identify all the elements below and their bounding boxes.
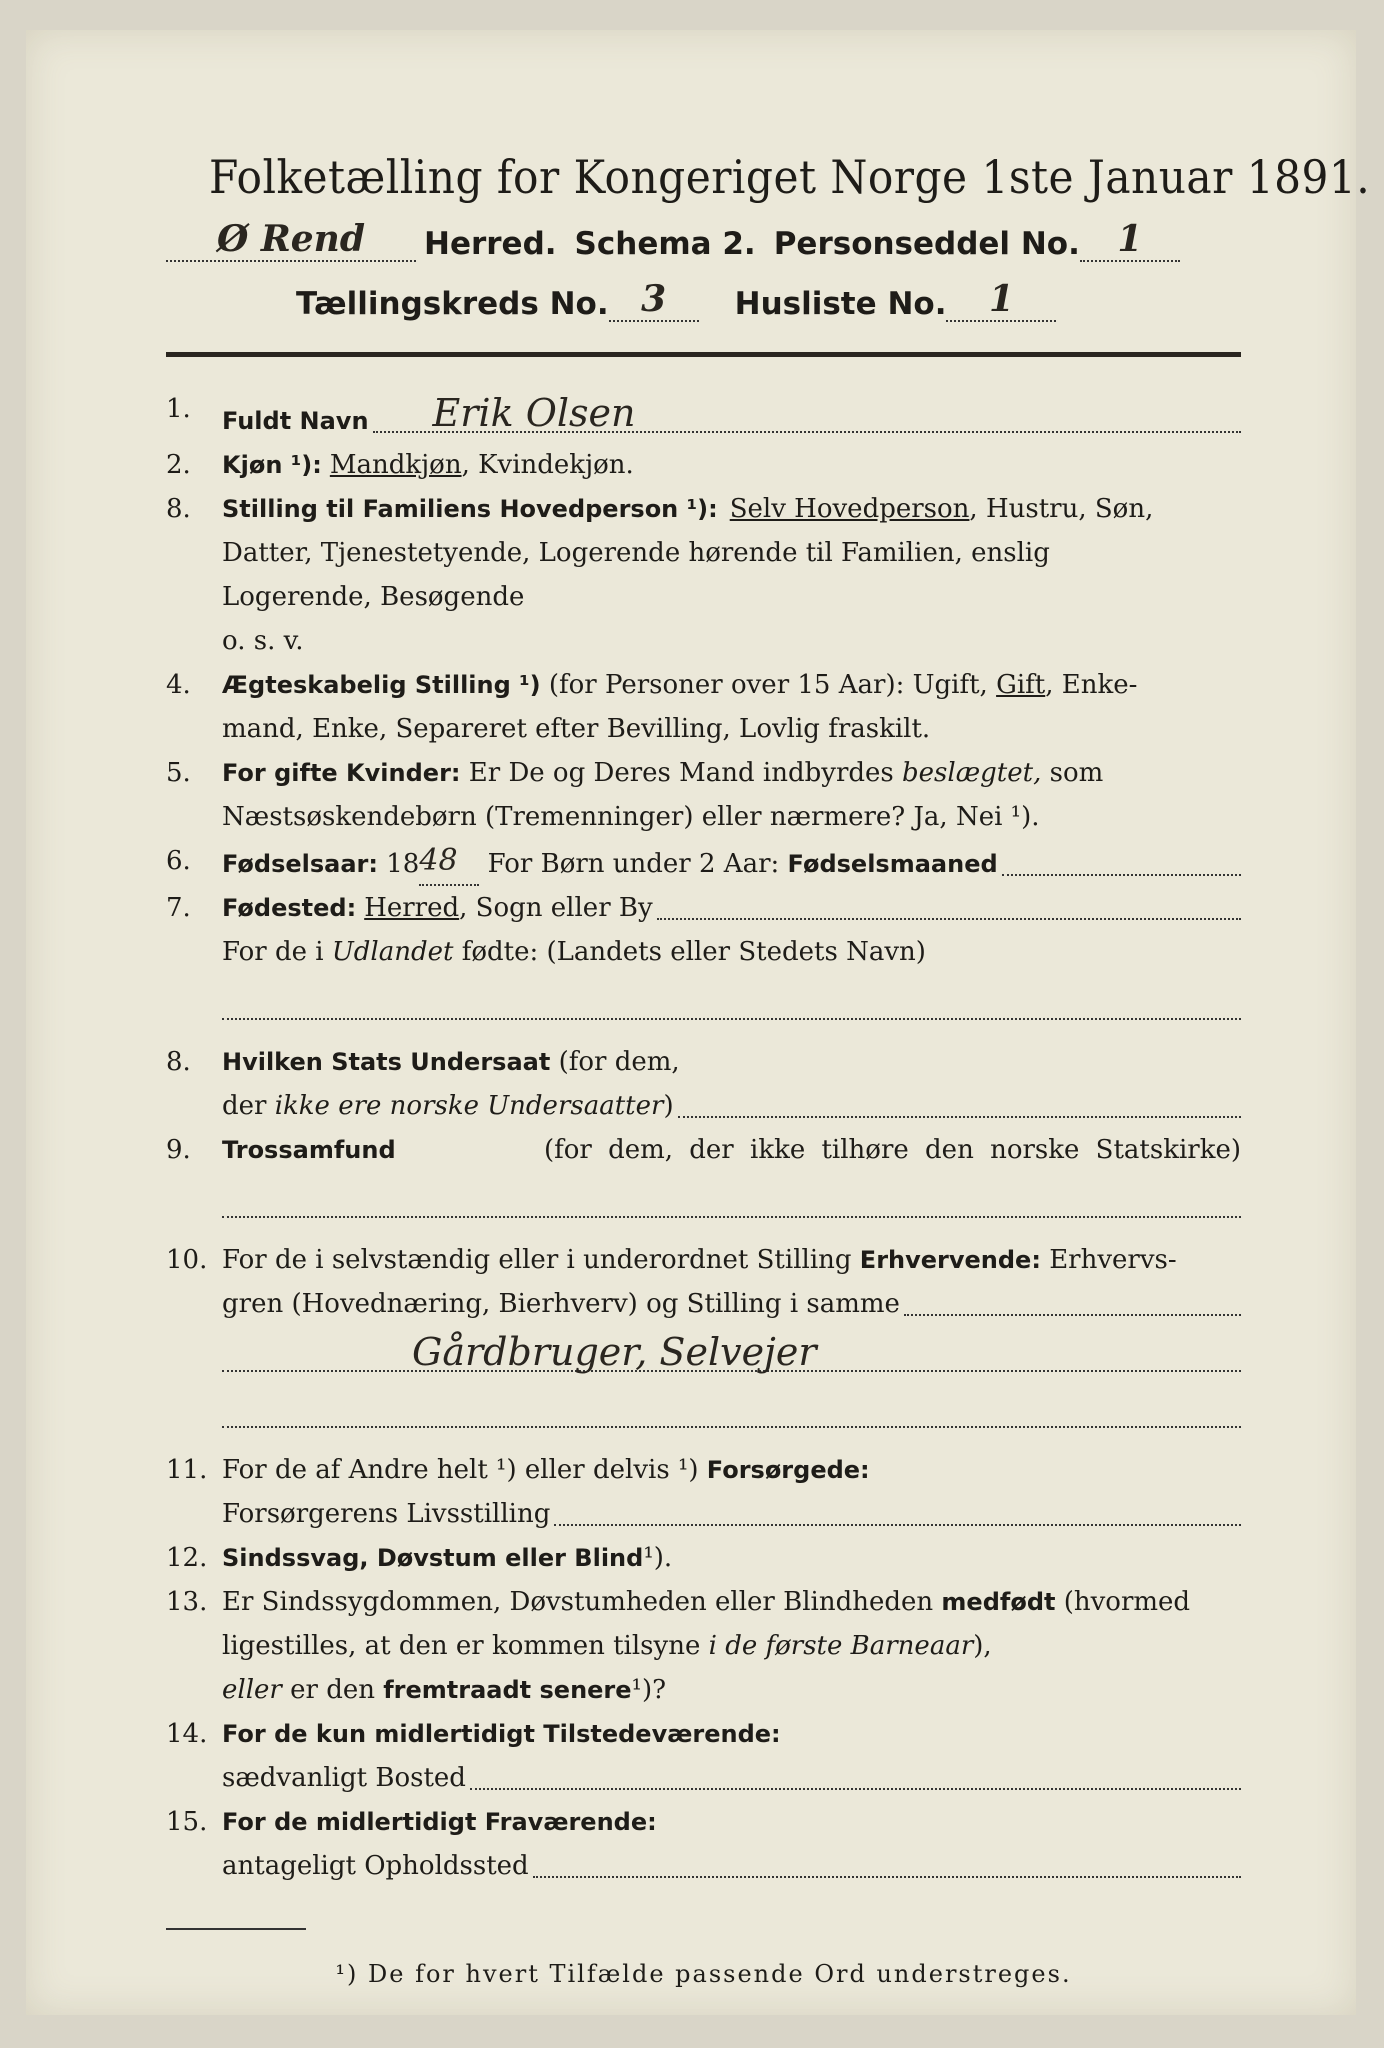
question-number: 2.: [166, 450, 191, 480]
family-position-options: , Hustru, Søn,: [969, 494, 1154, 524]
occupation-label: Erhvervende:: [859, 1246, 1041, 1274]
question-9: [166, 1128, 1241, 1218]
congenital-text: Er Sindssygdommen, Døvstumheden eller Blindheden: [222, 1587, 942, 1617]
question-number: 6.: [166, 846, 191, 876]
question-8: [166, 1040, 1241, 1128]
question-3: [166, 487, 1241, 663]
footnote: ¹) De for hvert Tilfælde passende Ord understreges.: [335, 1960, 1072, 1988]
question-5: [166, 751, 1241, 839]
citizenship-close: ): [663, 1091, 674, 1121]
question-13: [166, 1580, 1241, 1712]
sex-option-female: , Kvindekjøn.: [461, 450, 634, 480]
abroad-italic: Udlandet: [331, 937, 454, 967]
marital-status-text-2: , Enke-: [1045, 670, 1138, 700]
question-1: [166, 387, 1241, 443]
supporter-occupation-label: Forsørgerens Livsstilling: [222, 1499, 551, 1529]
question-number: 8.: [166, 1047, 191, 1077]
disability-label: Sindssvag, Døvstum eller Blind: [222, 1544, 644, 1572]
congenital-italic: i de første Barneaar: [708, 1631, 974, 1661]
question-14: [166, 1712, 1241, 1800]
religion-label: Trossamfund: [222, 1136, 396, 1164]
question-15: [166, 1800, 1241, 1888]
kreds-value: 3: [641, 278, 667, 320]
sex-label: Kjøn ¹):: [222, 451, 322, 479]
congenital-line-2: ligestilles, at den er kommen tilsyne: [222, 1631, 709, 1661]
birthplace-fill-line: [222, 974, 1241, 1020]
question-6: [166, 839, 1241, 886]
personseddel-value: 1: [1117, 218, 1143, 260]
abroad-text-2: fødte: (Landets eller Stedets Navn): [453, 937, 926, 967]
sex-option-male: Mandkjøn: [329, 450, 462, 480]
family-position-line-3: Logerende, Besøgende: [222, 582, 525, 612]
header-line-1: [166, 218, 1241, 262]
citizenship-label: Hvilken Stats Undersaat: [222, 1048, 551, 1076]
header-line-2: [166, 278, 1241, 322]
family-position-selected: Selv Hovedperson: [729, 494, 970, 524]
header-divider: [166, 352, 1241, 357]
husliste-value: 1: [988, 278, 1014, 320]
married-women-italic: beslægtet,: [902, 758, 1042, 788]
husliste-label: Husliste No.: [734, 286, 947, 322]
citizenship-italic: ikke ere norske Undersaatter: [274, 1091, 664, 1121]
occupation-value: Gårdbruger, Selvejer: [412, 1330, 817, 1374]
census-form-page: [26, 30, 1371, 2015]
family-position-line-4: o. s. v.: [222, 626, 304, 656]
married-women-line-2: Næstsøskendebørn (Tremenninger) eller nærmere? Ja, Nei ¹).: [222, 802, 1040, 832]
family-position-label: Stilling til Familiens Hovedperson ¹):: [222, 495, 718, 523]
full-name-value: Erik Olsen: [432, 391, 636, 435]
religion-fill-line: [222, 1172, 1241, 1218]
birth-year-value: 48: [419, 843, 458, 878]
question-number: 12.: [166, 1543, 208, 1573]
birth-year-label: Fødselsaar:: [222, 850, 378, 878]
question-number: 14.: [166, 1719, 208, 1749]
marital-status-text: (for Personer over 15 Aar): Ugift,: [540, 670, 997, 700]
temporary-present-label: For de kun midlertidigt Tilstedeværende:: [222, 1720, 781, 1748]
birth-month-text: For Børn under 2 Aar:: [479, 849, 788, 879]
form-content: [166, 150, 1371, 1988]
question-number: 15.: [166, 1807, 208, 1837]
marital-status-line-2: mand, Enke, Separeret efter Bevilling, Lovlig fraskilt.: [222, 714, 931, 744]
congenital-line-3-end: ¹)?: [631, 1675, 667, 1705]
question-number: 5.: [166, 758, 191, 788]
congenital-label: medfødt: [941, 1588, 1056, 1616]
marital-status-selected: Gift: [996, 670, 1046, 700]
question-4: [166, 663, 1241, 751]
congenital-line-3: er den: [281, 1675, 384, 1705]
citizenship-line-2: der: [222, 1091, 275, 1121]
family-position-line-2: Datter, Tjenestetyende, Logerende hørende til Familien, enslig: [222, 538, 1050, 568]
question-2: [166, 443, 1241, 487]
footnote-divider: [166, 1928, 306, 1930]
question-number: 1.: [166, 394, 191, 424]
question-list: [166, 387, 1241, 1888]
form-title: Folketælling for Kongeriget Norge 1ste Januar 1891.: [209, 150, 1371, 204]
full-name-label: Fuldt Navn: [222, 407, 369, 435]
schema-label: Schema 2.: [574, 226, 756, 262]
question-number: 10.: [166, 1245, 208, 1275]
personseddel-label: Personseddel No.: [773, 226, 1080, 262]
question-10: [166, 1238, 1241, 1428]
married-women-text: Er De og Deres Mand indbyrdes: [460, 758, 903, 788]
citizenship-text: (for dem,: [550, 1047, 680, 1077]
usual-residence-label: sædvanligt Bosted: [222, 1763, 466, 1793]
congenital-line-3-italic: eller: [222, 1675, 282, 1705]
question-number: 7.: [166, 893, 191, 923]
herred-value: Ø Rend: [216, 218, 366, 260]
birth-year-prefix: 18: [378, 849, 420, 879]
question-number: 9.: [166, 1135, 191, 1165]
question-number: 11.: [166, 1455, 208, 1485]
occupation-text: For de i selvstændig eller i underordnet Stilling: [222, 1245, 860, 1275]
acquired-later-label: fremtraadt senere: [383, 1676, 632, 1704]
occupation-fill-line: [222, 1382, 1241, 1428]
question-number: 4.: [166, 670, 191, 700]
occupation-text-2: Erhvervs-: [1040, 1245, 1177, 1275]
question-11: [166, 1448, 1241, 1536]
birthplace-options: , Sogn eller By: [459, 893, 653, 923]
herred-label: Herred.: [424, 226, 557, 262]
disability-text: ¹).: [643, 1543, 673, 1573]
question-12: [166, 1536, 1241, 1580]
question-number: 13.: [166, 1587, 208, 1617]
congenital-close: ),: [973, 1631, 992, 1661]
religion-text: (for dem, der ikke tilhøre den norske Statskirke): [527, 1135, 1241, 1165]
supported-text: For de af Andre helt ¹) eller delvis ¹): [222, 1455, 707, 1485]
birthplace-selected: Herred: [364, 893, 460, 923]
birthplace-label: Fødested:: [222, 894, 357, 922]
question-7: [166, 886, 1241, 1020]
married-women-text-2: som: [1041, 758, 1104, 788]
marital-status-label: Ægteskabelig Stilling ¹): [222, 671, 541, 699]
question-number: 8.: [166, 494, 191, 524]
abroad-text: For de i: [222, 937, 332, 967]
supported-label: Forsørgede:: [706, 1456, 870, 1484]
occupation-line-2: gren (Hovednæring, Bierhverv) og Stilling i samme: [222, 1289, 900, 1319]
probable-residence-label: antageligt Opholdssted: [222, 1851, 529, 1881]
congenital-text-2: (hvormed: [1055, 1587, 1191, 1617]
married-women-label: For gifte Kvinder:: [222, 759, 461, 787]
temporary-absent-label: For de midlertidigt Fraværende:: [222, 1808, 657, 1836]
kreds-label: Tællingskreds No.: [296, 286, 609, 322]
birth-month-label: Fødselsmaaned: [787, 850, 998, 878]
